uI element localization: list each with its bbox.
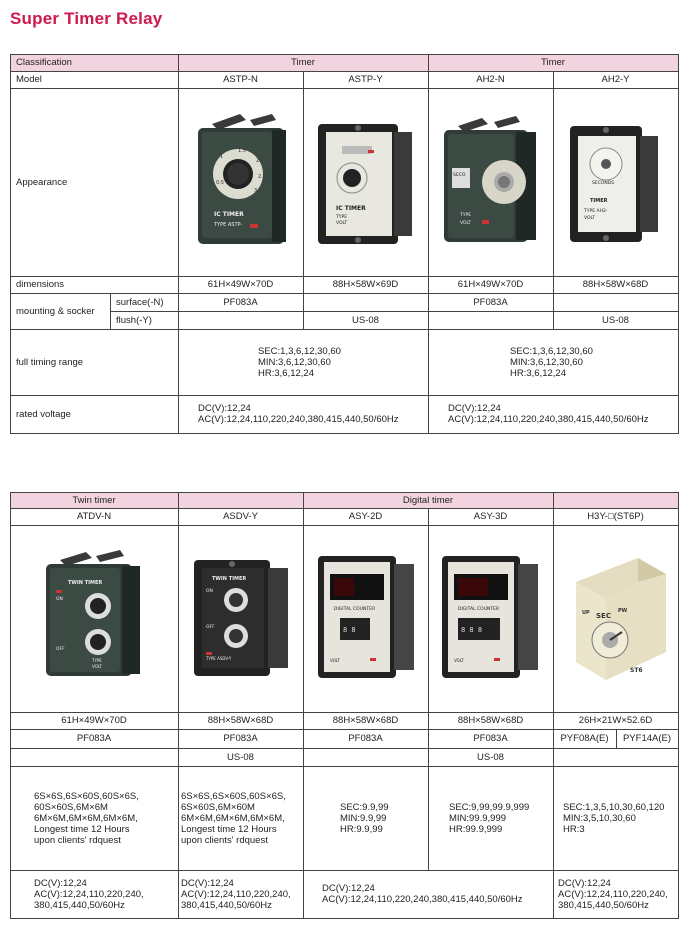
surface-asy-3d: PF083A: [473, 733, 508, 744]
ah2-n-device-image: [440, 116, 544, 246]
flush-label: flush(-Y): [116, 314, 152, 326]
svg-text:VOLT: VOLT: [92, 664, 102, 669]
model-ah2-n: AH2-N: [476, 74, 505, 85]
page-title: Super Timer Relay: [10, 9, 163, 28]
svg-text:IC TIMER: IC TIMER: [336, 205, 366, 212]
svg-text:DIGITAL COUNTER: DIGITAL COUNTER: [334, 607, 376, 612]
svg-text:2.5: 2.5: [258, 174, 266, 180]
surface-asy-2d: PF083A: [348, 733, 383, 744]
surface-asdv-y: PF083A: [223, 733, 258, 744]
svg-text:UP: UP: [582, 610, 590, 616]
svg-text:TYPE: TYPE: [92, 658, 102, 663]
astp-n-device-image: [190, 112, 294, 252]
svg-text:ON: ON: [56, 597, 63, 602]
model-asy-3d: ASY-3D: [473, 511, 508, 522]
svg-text:TYPE: TYPE: [336, 215, 348, 220]
timer-group-1: Timer: [291, 57, 315, 68]
svg-text:OFF: OFF: [206, 625, 215, 630]
model-astp-n: ASTP-N: [223, 74, 258, 85]
svg-text:TWIN TIMER: TWIN TIMER: [68, 580, 103, 586]
voltage-h3y: DC(V):12,24 AC(V):12,24,110,220,240, 380,415,440,50/60Hz: [558, 877, 668, 911]
h3y-device-image: [566, 552, 672, 686]
dim-asdv-y: 88H×58W×68D: [207, 715, 274, 726]
timing-asy-3d: SEC:9,99,99.9,999 MIN:99.9,999 HR:99.9,999: [449, 801, 530, 835]
appearance-label: Appearance: [16, 176, 68, 188]
astp-y-device-image: [312, 120, 416, 250]
svg-text:SECONDS: SECONDS: [592, 181, 615, 186]
svg-text:2: 2: [256, 158, 260, 164]
svg-text:TYPE ASTP-: TYPE ASTP-: [214, 222, 243, 228]
surface-h3y-pyf14a: PYF14A(E): [622, 733, 672, 744]
model-asy-2d: ASY-2D: [348, 511, 383, 522]
svg-text:TYPE: TYPE: [460, 213, 472, 218]
dim-astp-n: 61H×49W×70D: [207, 279, 274, 290]
timing-h3y: SEC:1,3,5,10,30,60,120 MIN:3,5,10,30,60 HR:3: [563, 801, 665, 835]
svg-text:TIMER: TIMER: [590, 198, 608, 204]
svg-text:8 8: 8 8: [343, 626, 356, 634]
model-ah2-y: AH2-Y: [601, 74, 630, 85]
timing-atdv-n: 6S×6S,6S×60S,60S×6S, 60S×60S,6M×6M 6M×6M,6M×6M,6M×6M, Longest time 12 Hours upon clients' rdquest: [34, 790, 139, 846]
svg-text:OFF: OFF: [56, 647, 65, 652]
svg-text:DIGITAL COUNTER: DIGITAL COUNTER: [458, 607, 500, 612]
classification-label: Classification: [16, 57, 72, 68]
svg-text:PW: PW: [618, 608, 628, 614]
svg-text:ST6: ST6: [630, 667, 643, 674]
svg-text:TWIN TIMER: TWIN TIMER: [212, 576, 247, 582]
svg-text:1.5: 1.5: [238, 148, 246, 154]
svg-text:SEC: SEC: [596, 612, 611, 620]
svg-text:VOLT: VOLT: [584, 216, 596, 221]
dim-ah2-n: 61H×49W×70D: [457, 279, 524, 290]
svg-text:3: 3: [254, 188, 258, 194]
asy-3d-device-image: [438, 552, 542, 682]
timing-ah2: SEC:1,3,6,12,30,60 MIN:3,6,12,30,60 HR:3,6,12,24: [510, 345, 593, 379]
surface-ah2-n: PF083A: [473, 296, 508, 308]
flush-astp-y: US-08: [352, 314, 379, 326]
svg-text:8 8 8: 8 8 8: [461, 626, 483, 634]
voltage-ah2: DC(V):12,24 AC(V):12,24,110,220,240,380,415,440,50/60Hz: [448, 403, 649, 425]
timing-label: full timing range: [16, 356, 84, 368]
twin-timer-group: Twin timer: [72, 494, 116, 506]
mounting-label: mounting & socker: [16, 305, 95, 317]
digital-timer-group: Digital timer: [402, 494, 454, 506]
model-label: Model: [16, 74, 42, 85]
dim-asy-3d: 88H×58W×68D: [457, 715, 524, 726]
svg-text:TYPE AH2-: TYPE AH2-: [584, 209, 608, 214]
flush-asdv-y: US-08: [227, 751, 254, 763]
model-h3y: H3Y-□(ST6P): [587, 511, 644, 522]
asdv-y-device-image: [190, 556, 294, 680]
svg-text:SECO: SECO: [453, 173, 466, 178]
astp-n-label: IC TIMER: [214, 211, 244, 218]
svg-text:VOLT: VOLT: [454, 658, 464, 663]
timing-asy-2d: SEC:9.9,99 MIN:9.9,99 HR:9.9,99: [340, 801, 389, 835]
dimensions-label: dimensions: [16, 279, 65, 290]
timing-asdv-y: 6S×6S,6S×60S,60S×6S, 6S×60S,6M×60M 6M×6M,6M×6M,6M×6M, Longest time 12 Hours upon clients' rdquest: [181, 790, 286, 846]
surface-label: surface(-N): [116, 296, 164, 308]
dim-ah2-y: 88H×58W×68D: [582, 279, 649, 290]
svg-text:1: 1: [220, 154, 224, 160]
flush-ah2-y: US-08: [602, 314, 629, 326]
svg-text:TYPE ASDV-Y: TYPE ASDV-Y: [206, 656, 232, 661]
surface-atdv-n: PF083A: [76, 733, 112, 744]
timing-astp: SEC:1,3,6,12,30,60 MIN:3,6,12,30,60 HR:3,6,12,24: [258, 345, 341, 379]
svg-text:ON: ON: [206, 589, 213, 594]
dim-h3y: 26H×21W×52.6D: [578, 715, 653, 726]
voltage-astp: DC(V):12,24 AC(V):12,24,110,220,240,380,415,440,50/60Hz: [198, 403, 399, 425]
svg-text:VOLT: VOLT: [460, 221, 472, 226]
dim-atdv-n: 61H×49W×70D: [61, 715, 127, 726]
svg-text:VOLT: VOLT: [330, 658, 340, 663]
model-astp-y: ASTP-Y: [348, 74, 383, 85]
model-atdv-n: ATDV-N: [76, 511, 112, 522]
dim-asy-2d: 88H×58W×68D: [332, 715, 399, 726]
voltage-digital: DC(V):12,24 AC(V):12,24,110,220,240,380,415,440,50/60Hz: [322, 883, 523, 905]
svg-text:VOLT: VOLT: [336, 221, 348, 226]
voltage-atdv-n: DC(V):12,24 AC(V):12,24,110,220,240, 380,415,440,50/60Hz: [34, 877, 144, 911]
asy-2d-device-image: [314, 552, 418, 682]
model-asdv-y: ASDV-Y: [223, 511, 258, 522]
flush-asy-3d: US-08: [477, 751, 504, 763]
dim-astp-y: 88H×58W×69D: [332, 279, 399, 290]
surface-astp-n: PF083A: [223, 296, 258, 308]
voltage-label: rated voltage: [16, 408, 71, 420]
timer-group-2: Timer: [541, 57, 565, 68]
ah2-y-device-image: [568, 122, 664, 246]
atdv-n-device-image: [40, 550, 150, 680]
voltage-asdv-y: DC(V):12,24 AC(V):12,24,110,220,240, 380,415,440,50/60Hz: [181, 877, 291, 911]
svg-text:0.5: 0.5: [216, 180, 224, 186]
surface-h3y-pyf08a: PYF08A(E): [560, 733, 609, 744]
